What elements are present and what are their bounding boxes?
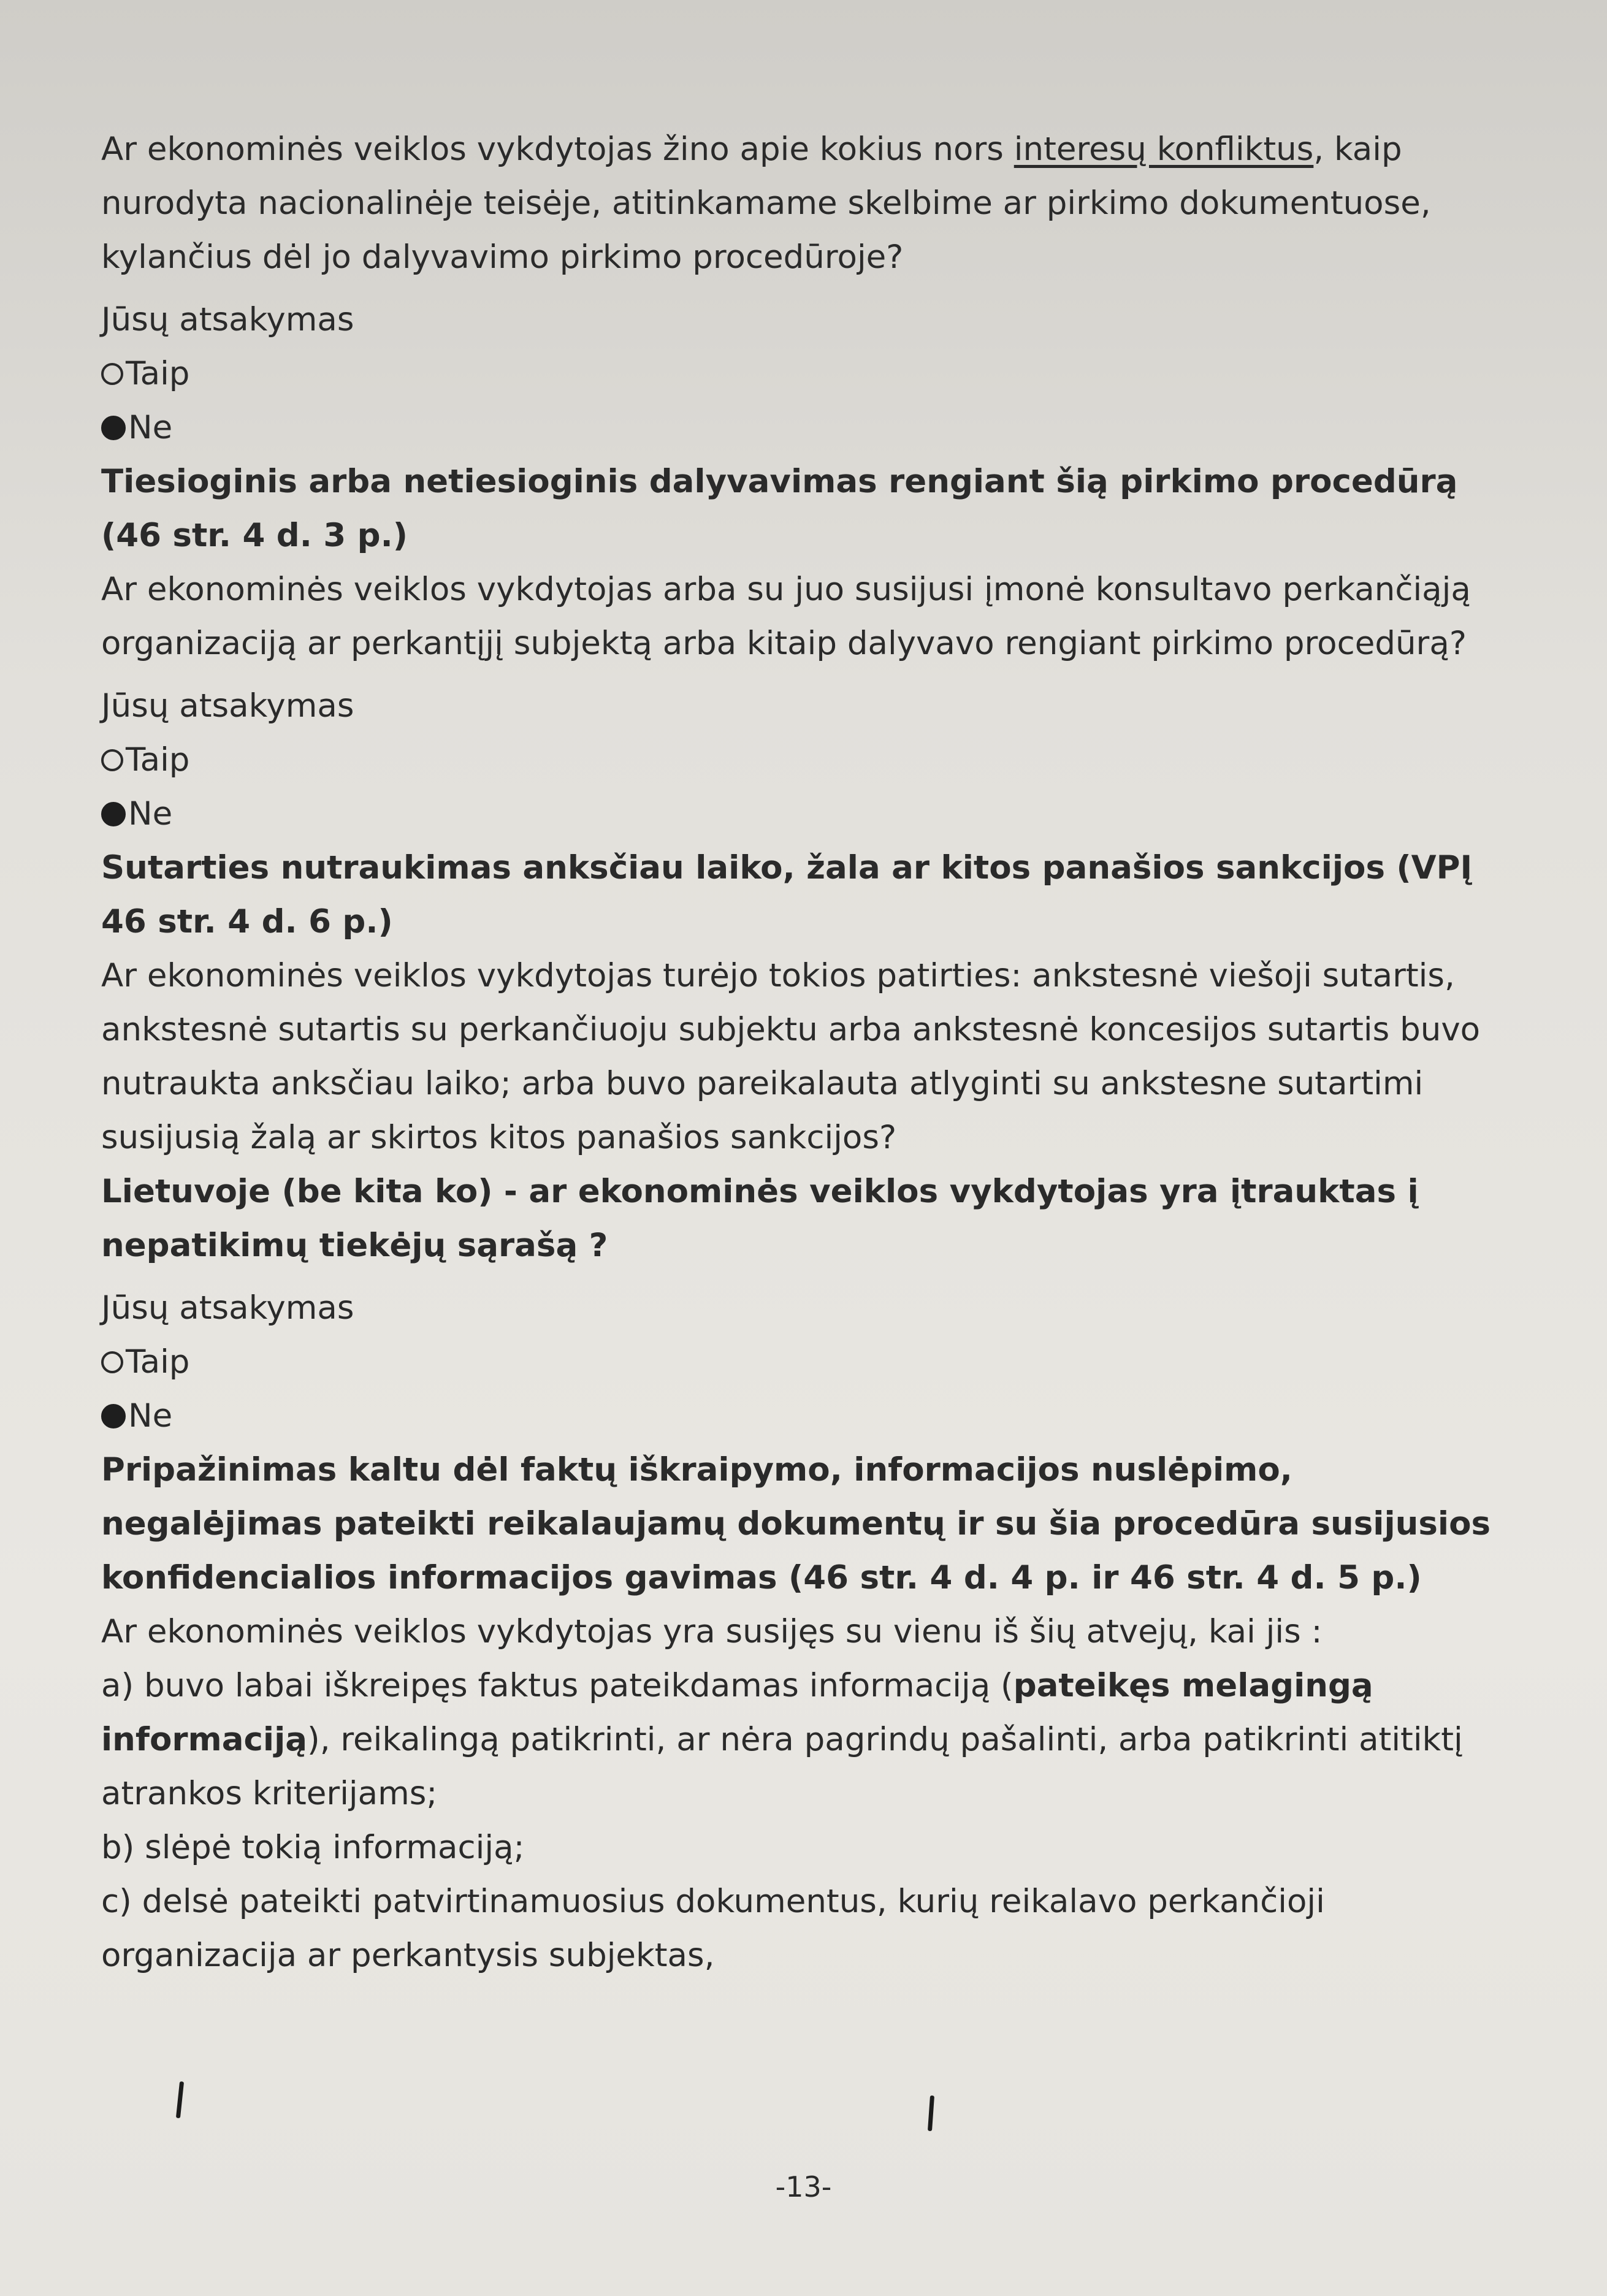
question-text-continued: , kaip nurodyta nacionalinėje teisėje, atitinkamame skelbime ar pirkimo dokumentuose, kylančius dėl jo dalyvavimo pirkimo procedūroje? [101,131,1431,276]
option-yes[interactable]: Taip [101,733,1511,787]
answer-label: Jūsų atsakymas [101,687,354,725]
section-heading-participation: Tiesioginis arba netiesioginis dalyvavimas rengiant šią pirkimo procedūrą (46 str. 4 d. 3 p.) [101,463,1458,554]
answer-label: Jūsų atsakymas [101,301,354,338]
underlined-term: interesų konfliktus [1013,131,1314,168]
question-termination: Ar ekonominės veiklos vykdytojas turėjo tokios patirties: ankstesnė viešoji sutartis, ankstesnė sutartis su perkančiuoju subjektu arba ankstesnė koncesijos sutartis buvo nutraukta anksčiau laiko; arba buvo pareikalauta atlyginti su ankstesne sutartimi susijusią žalą ar skirtos kitos panašios sankcijos? [101,957,1481,1156]
radio-empty-icon[interactable] [101,363,123,385]
question-note-unreliable-suppliers: Lietuvoje (be kita ko) - ar ekonominės veiklos vykdytojas yra įtrauktas į nepatikimų tiekėjų sąrašą ? [101,1173,1419,1264]
option-no[interactable]: Ne [101,1389,1511,1443]
question-participation: Ar ekonominės veiklos vykdytojas arba su juo susijusi įmonė konsultavo perkančiąją organizaciją ar perkantįjį subjektą arba kitaip dalyvavo rengiant pirkimo procedūrą? [101,571,1471,662]
pen-mark [176,2081,184,2118]
question-conflict-of-interest [101,123,1511,284]
option-no[interactable]: Ne [101,787,1511,841]
radio-filled-icon[interactable] [101,802,126,826]
bold-phrase: pateikęs melagingą informaciją [101,1667,1373,1758]
page-number: -13- [775,2170,832,2203]
list-item-b: b) slėpė tokią informaciją; [101,1829,525,1866]
question-misrepresentation: Ar ekonominės veiklos vykdytojas yra susijęs su vienu iš šių atvejų, kai jis : [101,1613,1323,1650]
radio-empty-icon[interactable] [101,1351,123,1373]
list-item-a: a) buvo labai iškreipęs faktus pateikdamas informaciją (pateikęs melagingą informaciją), reikalingą patikrinti, ar nėra pagrindų pašalinti, arba patikrinti atitiktį atrankos kriterijams; [101,1667,1463,1812]
answer-label: Jūsų atsakymas [101,1289,354,1327]
page-content [101,123,1511,1983]
option-yes[interactable]: Taip [101,347,1511,401]
radio-filled-icon[interactable] [101,416,126,440]
pen-mark [928,2096,934,2131]
option-yes[interactable]: Taip [101,1335,1511,1389]
question-text: Ar ekonominės veiklos vykdytojas žino apie kokius nors [101,131,1014,168]
section-heading-termination: Sutarties nutraukimas anksčiau laiko, žala ar kitos panašios sankcijos (VPĮ 46 str. 4 d. 6 p.) [101,849,1473,940]
list-item-c: c) delsė pateikti patvirtinamuosius dokumentus, kurių reikalavo perkančioji organizacija ar perkantysis subjektas, [101,1883,1325,1974]
option-no[interactable]: Ne [101,401,1511,455]
section-heading-misrepresentation: Pripažinimas kaltu dėl faktų iškraipymo, informacijos nuslėpimo, negalėjimas pateikti reikalaujamų dokumentų ir su šia procedūra susijusios konfidencialios informacijos gavimas (46 str. 4 d. 4 p. ir 46 str. 4 d. 5 p.) [101,1451,1491,1596]
radio-filled-icon[interactable] [101,1404,126,1428]
radio-empty-icon[interactable] [101,749,123,771]
